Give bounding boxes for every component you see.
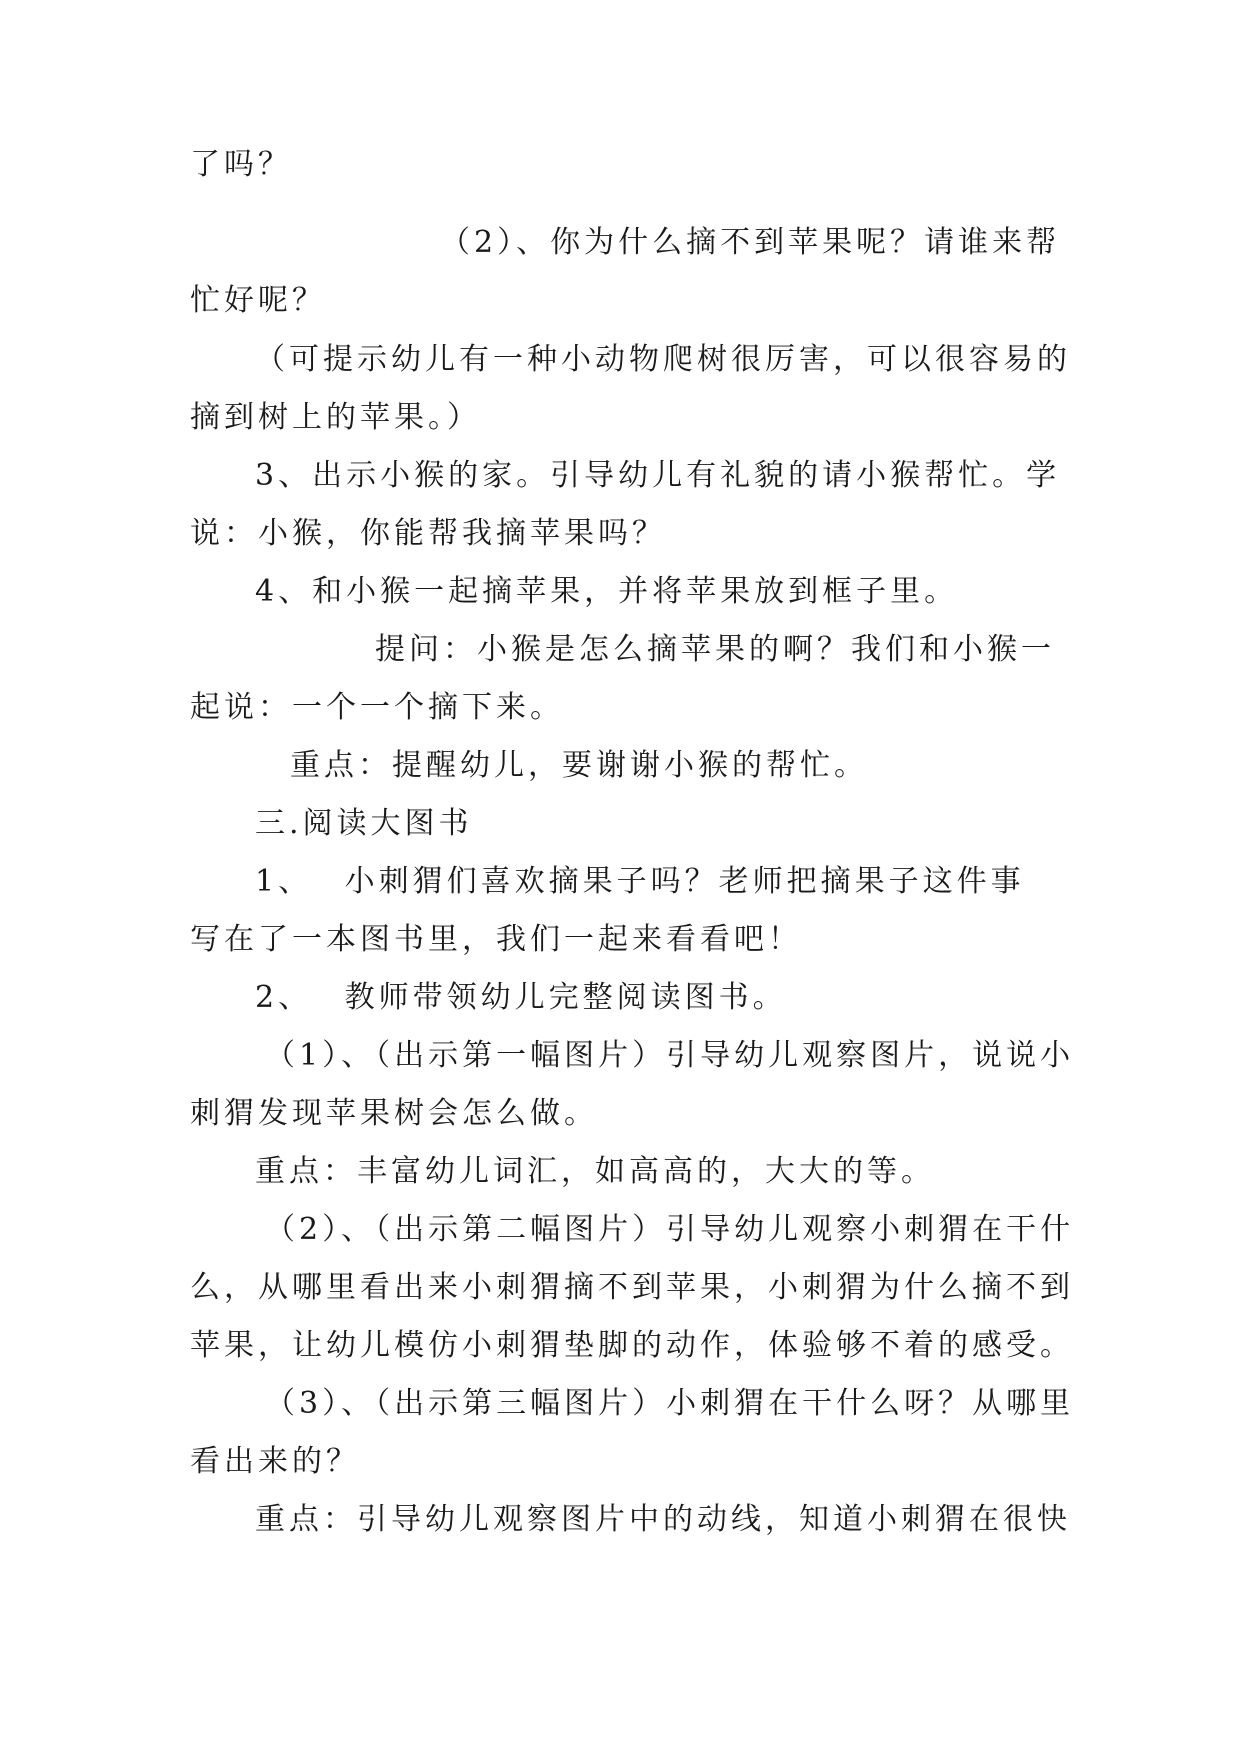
text-line: 刺猬发现苹果树会怎么做。 [190,1096,598,1131]
text-line: 2、 教师带领幼儿完整阅读图书。 [255,980,787,1015]
text-line: 4、和小猴一起摘苹果，并将苹果放到框子里。 [255,574,959,609]
text-line: 1、 小刺猬们喜欢摘果子吗？老师把摘果子这件事 [255,864,1025,899]
text-line: 摘到树上的苹果。） [190,400,481,435]
text-line: 重点：引导幼儿观察图片中的动线，知道小刺猬在很快 [255,1502,1071,1537]
text-line: 看出来的？ [190,1444,360,1479]
text-line: （3）、（出示第三幅图片）小刺猬在干什么呀？从哪里 [265,1386,1075,1421]
text-line: 忙好呢？ [190,283,326,318]
text-line: （2）、你为什么摘不到苹果呢？请谁来帮 [440,225,1061,260]
text-line: 了吗？ [190,147,292,182]
text-line: （1）、（出示第一幅图片）引导幼儿观察图片，说说小 [265,1038,1075,1073]
text-line: （可提示幼儿有一种小动物爬树很厉害，可以很容易的 [255,342,1071,377]
text-line: 起说：一个一个摘下来。 [190,690,564,725]
text-line: 么，从哪里看出来小刺猬摘不到苹果，小刺猬为什么摘不到 [190,1270,1074,1305]
section-heading: 三.阅读大图书 [255,806,473,841]
text-line: 苹果，让幼儿模仿小刺猬垫脚的动作，体验够不着的感受。 [190,1328,1074,1363]
text-line: 重点：提醒幼儿，要谢谢小猴的帮忙。 [290,748,868,783]
text-line: 重点：丰富幼儿词汇，如高高的，大大的等。 [255,1154,935,1189]
text-line: （2）、（出示第二幅图片）引导幼儿观察小刺猬在干什 [265,1212,1075,1247]
text-line: 说：小猴，你能帮我摘苹果吗？ [190,516,666,551]
text-line: 写在了一本图书里，我们一起来看看吧！ [190,922,802,957]
text-line: 3、出示小猴的家。引导幼儿有礼貌的请小猴帮忙。学 [255,458,1061,493]
text-line: 提问：小猴是怎么摘苹果的啊？我们和小猴一 [375,632,1055,667]
